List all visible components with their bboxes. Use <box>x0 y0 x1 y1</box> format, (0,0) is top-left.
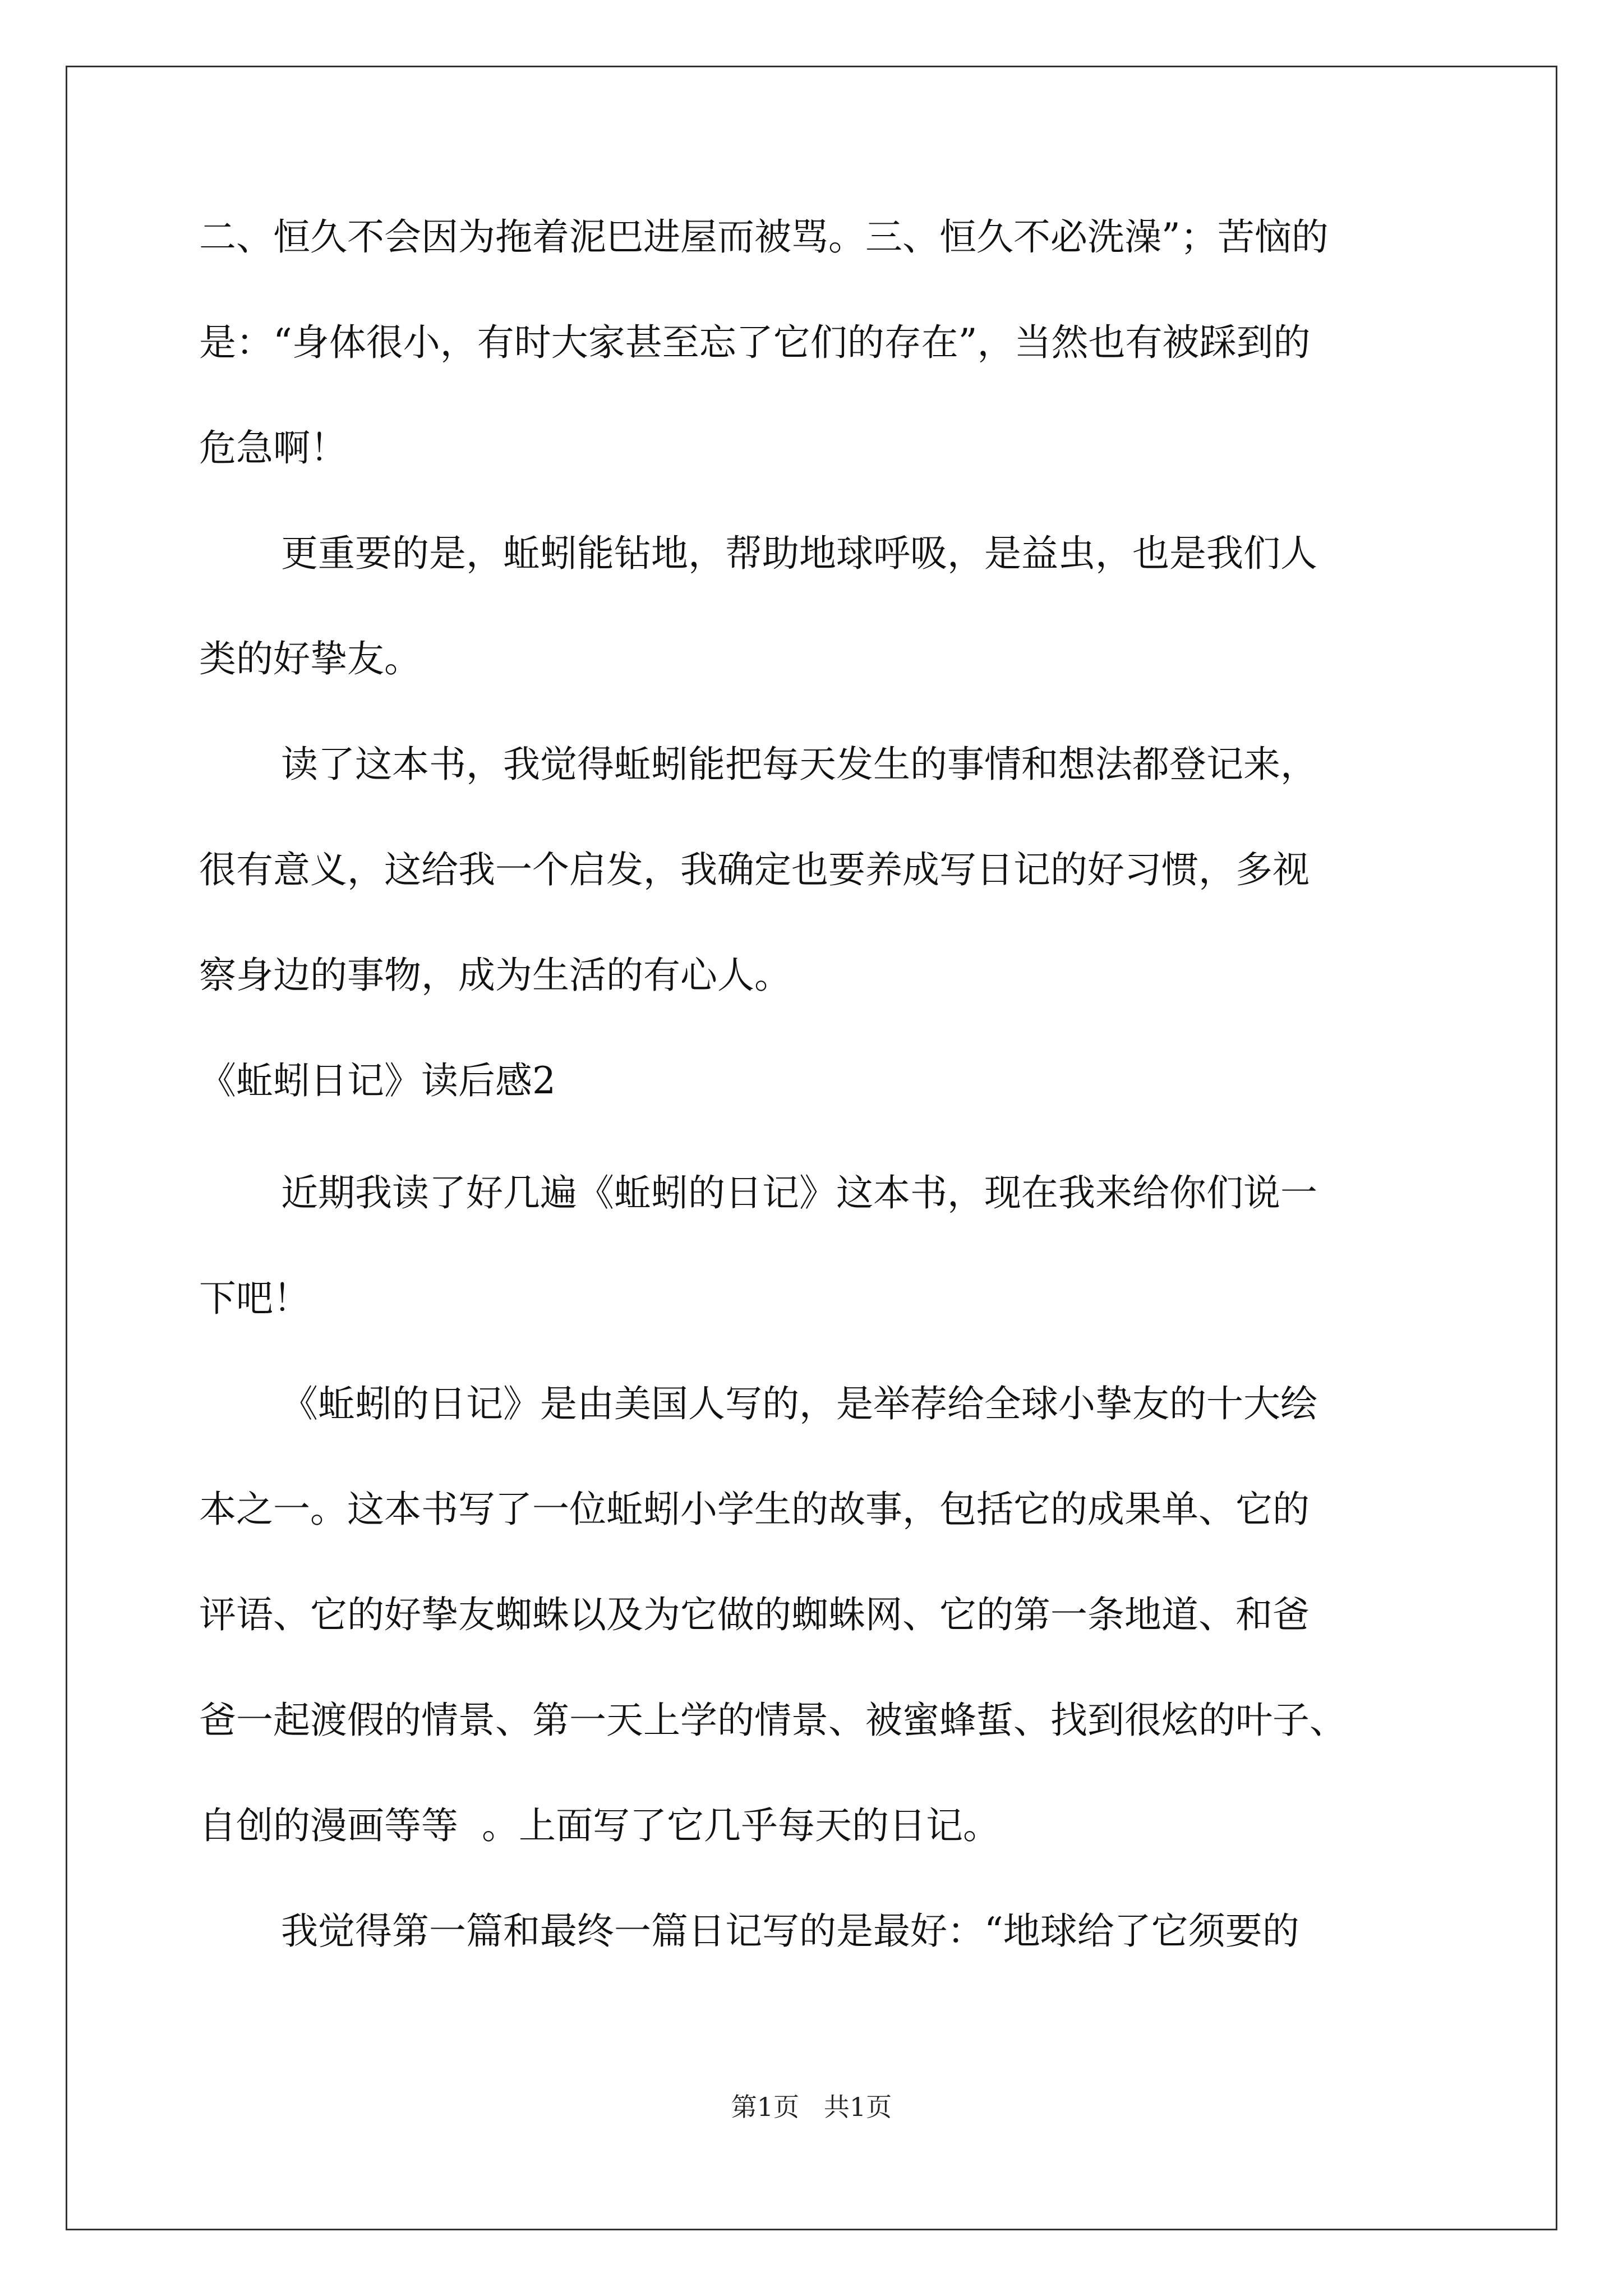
text-line: 是：“身体很小，有时大家甚至忘了它们的存在”，当然也有被踩到的 <box>199 321 1311 364</box>
text-line: 危急啊！ <box>199 426 347 470</box>
page-number-footer: 第1页 共1页 <box>731 2092 892 2122</box>
text-line: 很有意义，这给我一个启发，我确定也要养成写日记的好习惯，多视 <box>199 848 1310 891</box>
text-line: 更重要的是，蚯蚓能钻地，帮助地球呼吸，是益虫，也是我们人 <box>281 532 1317 575</box>
text-line: 我觉得第一篇和最终一篇日记写的是最好：“地球给了它须要的 <box>281 1910 1299 1953</box>
text-line: 《蚯蚓的日记》是由美国人写的，是举荐给全球小挚友的十大绘 <box>281 1382 1317 1425</box>
text-line: 自创的漫画等等 。上面写了它几乎每天的日记。 <box>199 1804 1000 1847</box>
text-line: 察身边的事物，成为生活的有心人。 <box>199 954 791 997</box>
text-line: 读了这本书，我觉得蚯蚓能把每天发生的事情和想法都登记来， <box>281 743 1317 786</box>
document-body <box>199 215 1469 2018</box>
section-heading: 《蚯蚓日记》读后感2 <box>199 1059 556 1102</box>
text-line: 本之一。这本书写了一位蚯蚓小学生的故事，包括它的成果单、它的 <box>199 1488 1310 1531</box>
text-line: 近期我读了好几遍《蚯蚓的日记》这本书，现在我来给你们说一 <box>281 1171 1317 1214</box>
text-line: 评语、它的好挚友蜘蛛以及为它做的蜘蛛网、它的第一条地道、和爸 <box>199 1593 1310 1636</box>
text-line: 下吧！ <box>199 1277 310 1320</box>
text-line: 类的好挚友。 <box>199 637 421 680</box>
text-line: 二、恒久不会因为拖着泥巴进屋而被骂。三、恒久不必洗澡”；苦恼的 <box>199 215 1329 259</box>
text-line: 爸一起渡假的情景、第一天上学的情景、被蜜蜂蜇、找到很炫的叶子、 <box>199 1699 1347 1742</box>
